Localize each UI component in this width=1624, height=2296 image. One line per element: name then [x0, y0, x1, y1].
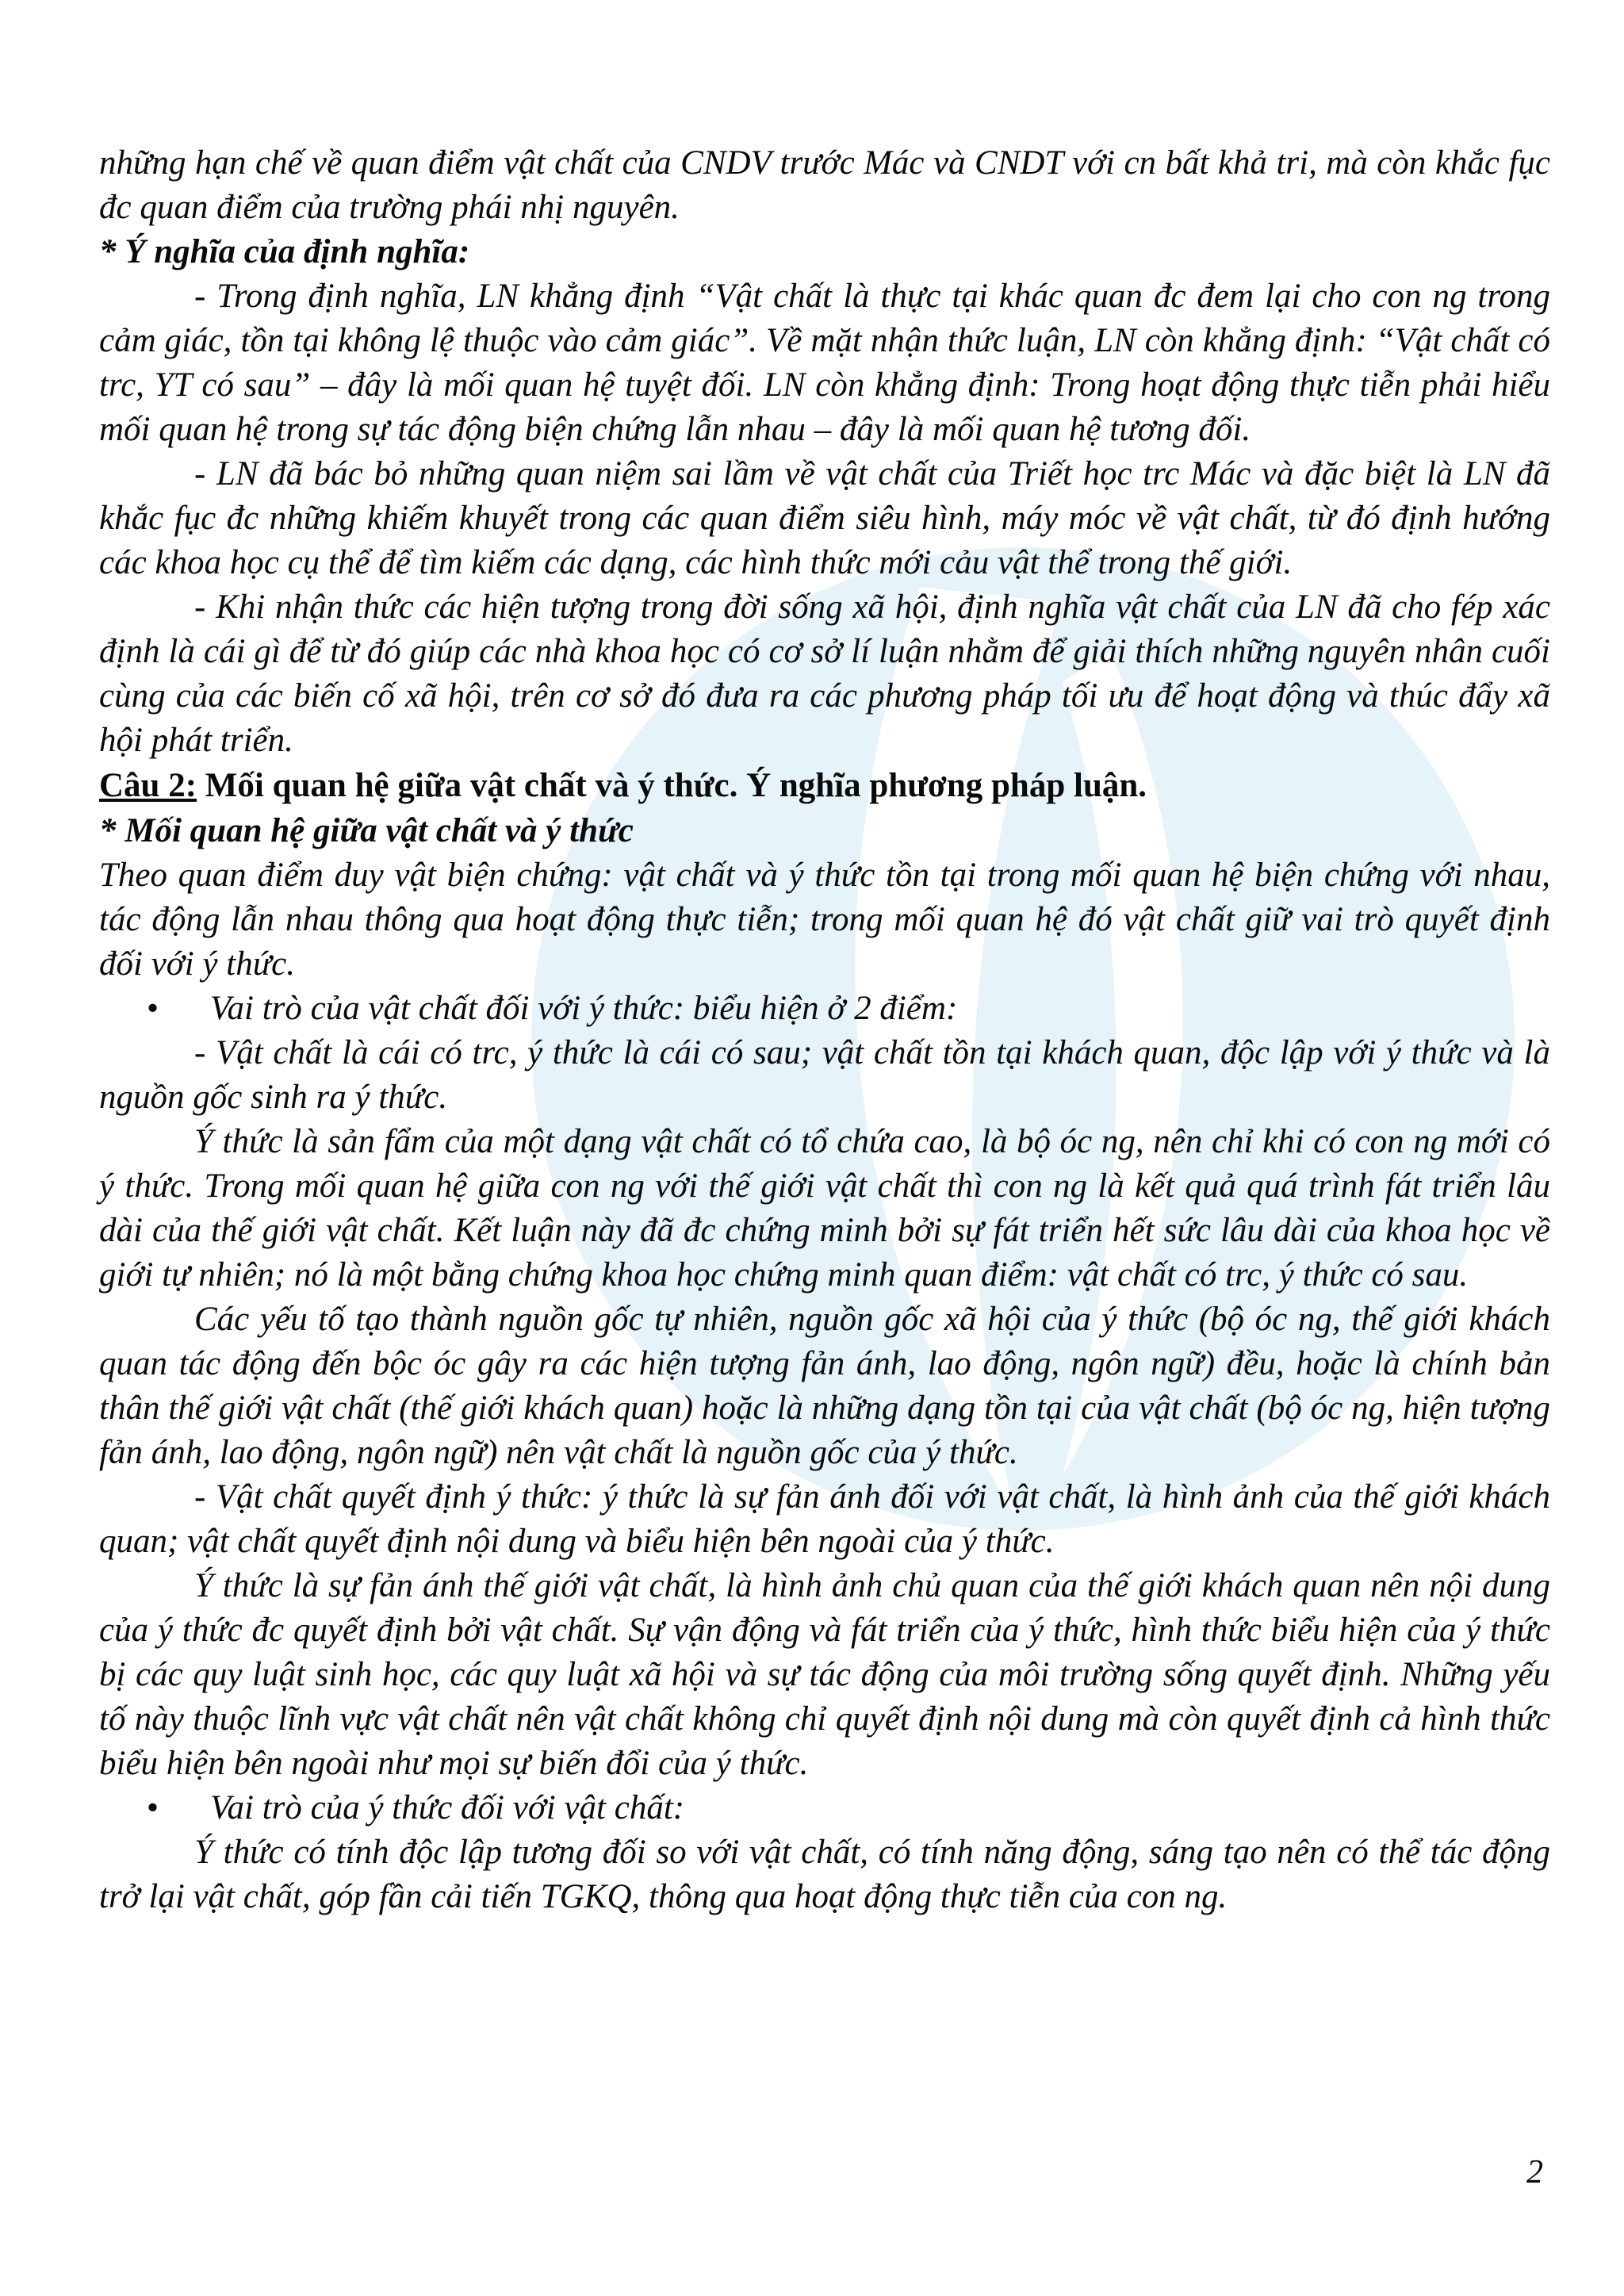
page-number: 2 — [1526, 2154, 1543, 2191]
meaning-paragraph-2: - LN đã bác bỏ những quan niệm sai lầm về vật chất của Triết học trc Mác và đặc biệt là LN đã khắc fục đc những khiếm khuyết trong các quan điểm siêu hình, máy móc về vật chất, từ đó định hướng các khoa học cụ thể để tìm kiếm các dạng, các hình thức mới cảu vật thể trong thế giới. — [99, 455, 1550, 581]
role-matter-paragraph-4: - Vật chất quyết định ý thức: ý thức là sự fản ánh đối với vật chất, là hình ảnh của thế giới khách quan; vật chất quyết định nội dung và biểu hiện bên ngoài của ý thức. — [99, 1478, 1550, 1560]
role-matter-paragraph-1: - Vật chất là cái có trc, ý thức là cái có sau; vật chất tồn tại khách quan, độc lập với ý thức và là nguồn gốc sinh ra ý thức. — [99, 1034, 1550, 1116]
intro-paragraph: những hạn chế về quan điểm vật chất của CNDV trước Mác và CNDT với cn bất khả tri, mà còn khắc fục đc quan điểm của trường phái nhị nguyên. — [99, 144, 1550, 226]
document-page — [99, 141, 1550, 1919]
question-2-label: Câu 2: — [99, 767, 197, 804]
role-matter-paragraph-2: Ý thức là sản fẩm của một dạng vật chất có tổ chứa cao, là bộ óc ng, nên chỉ khi có con ng mới có ý thức. Trong mối quan hệ giữa con ng với thế giới vật chất thì con ng là kết quả quá trình fát triển lâu dài của thế giới vật chất. Kết luận này đã đc chứng minh bởi sự fát triển hết sức lâu dài của khoa học về giới tự nhiên; nó là một bằng chứng khoa học chứng minh quan điểm: vật chất có trc, ý thức có sau. — [99, 1123, 1550, 1294]
role-consciousness-paragraph: Ý thức có tính độc lập tương đối so với vật chất, có tính năng động, sáng tạo nên có thể tác động trở lại vật chất, góp fần cải tiến TGKQ, thông qua hoạt động thực tiễn của con ng. — [99, 1834, 1550, 1915]
relation-heading: * Mối quan hệ giữa vật chất và ý thức — [99, 812, 634, 849]
question-2-heading — [99, 763, 1550, 809]
meaning-paragraph-3: - Khi nhận thức các hiện tượng trong đời sống xã hội, định nghĩa vật chất của LN đã cho fép xác định là cái gì để từ đó giúp các nhà khoa học có cơ sở lí luận nhằm để giải thích những nguyên nhân cuối cùng của các biến cố xã hội, trên cơ sở đó đưa ra các phương pháp tối ưu để hoạt động và thúc đẩy xã hội phát triển. — [99, 588, 1550, 759]
bullet-role-of-consciousness: • Vai trò của ý thức đối với vật chất: — [99, 1786, 1550, 1830]
role-matter-paragraph-5: Ý thức là sự fản ánh thế giới vật chất, là hình ảnh chủ quan của thế giới khách quan nên nội dung của ý thức đc quyết định bởi vật chất. Sự vận động và fát triển của ý thức, hình thức biểu hiện của ý thức bị các quy luật sinh học, các quy luật xã hội và sự tác động của môi trường sống quyết định. Những yếu tố này thuộc lĩnh vực vật chất nên vật chất không chỉ quyết định nội dung mà còn quyết định cả hình thức biểu hiện bên ngoài như mọi sự biến đổi của ý thức. — [99, 1567, 1550, 1782]
meaning-paragraph-1: - Trong định nghĩa, LN khẳng định “Vật chất là thực tại khác quan đc đem lại cho con ng trong cảm giác, tồn tại không lệ thuộc vào cảm giác”. Về mặt nhận thức luận, LN còn khẳng định: “Vật chất có trc, YT có sau” – đây là mối quan hệ tuyệt đối. LN còn khẳng định: Trong hoạt động thực tiễn phải hiểu mối quan hệ trong sự tác động biện chứng lẫn nhau – đây là mối quan hệ tương đối. — [99, 278, 1550, 448]
meaning-heading: * Ý nghĩa của định nghĩa: — [99, 233, 470, 270]
question-2-title: Mối quan hệ giữa vật chất và ý thức. Ý nghĩa phương pháp luận. — [197, 767, 1147, 804]
relation-paragraph: Theo quan điểm duy vật biện chứng: vật chất và ý thức tồn tại trong mối quan hệ biện chứng với nhau, tác động lẫn nhau thông qua hoạt động thực tiễn; trong mối quan hệ đó vật chất giữ vai trò quyết định đối với ý thức. — [99, 857, 1550, 983]
bullet-role-of-matter: • Vai trò của vật chất đối với ý thức: biểu hiện ở 2 điểm: — [99, 987, 1550, 1031]
role-matter-paragraph-3: Các yếu tố tạo thành nguồn gốc tự nhiên, nguồn gốc xã hội của ý thức (bộ óc ng, thế giới khách quan tác động đến bộc óc gây ra các hiện tượng fản ánh, lao động, ngôn ngữ) đều, hoặc là chính bản thân thế giới vật chất (thế giới khách quan) hoặc là những dạng tồn tại của vật chất (bộ óc ng, hiện tượng fản ánh, lao động, ngôn ngữ) nên vật chất là nguồn gốc của ý thức. — [99, 1301, 1550, 1471]
